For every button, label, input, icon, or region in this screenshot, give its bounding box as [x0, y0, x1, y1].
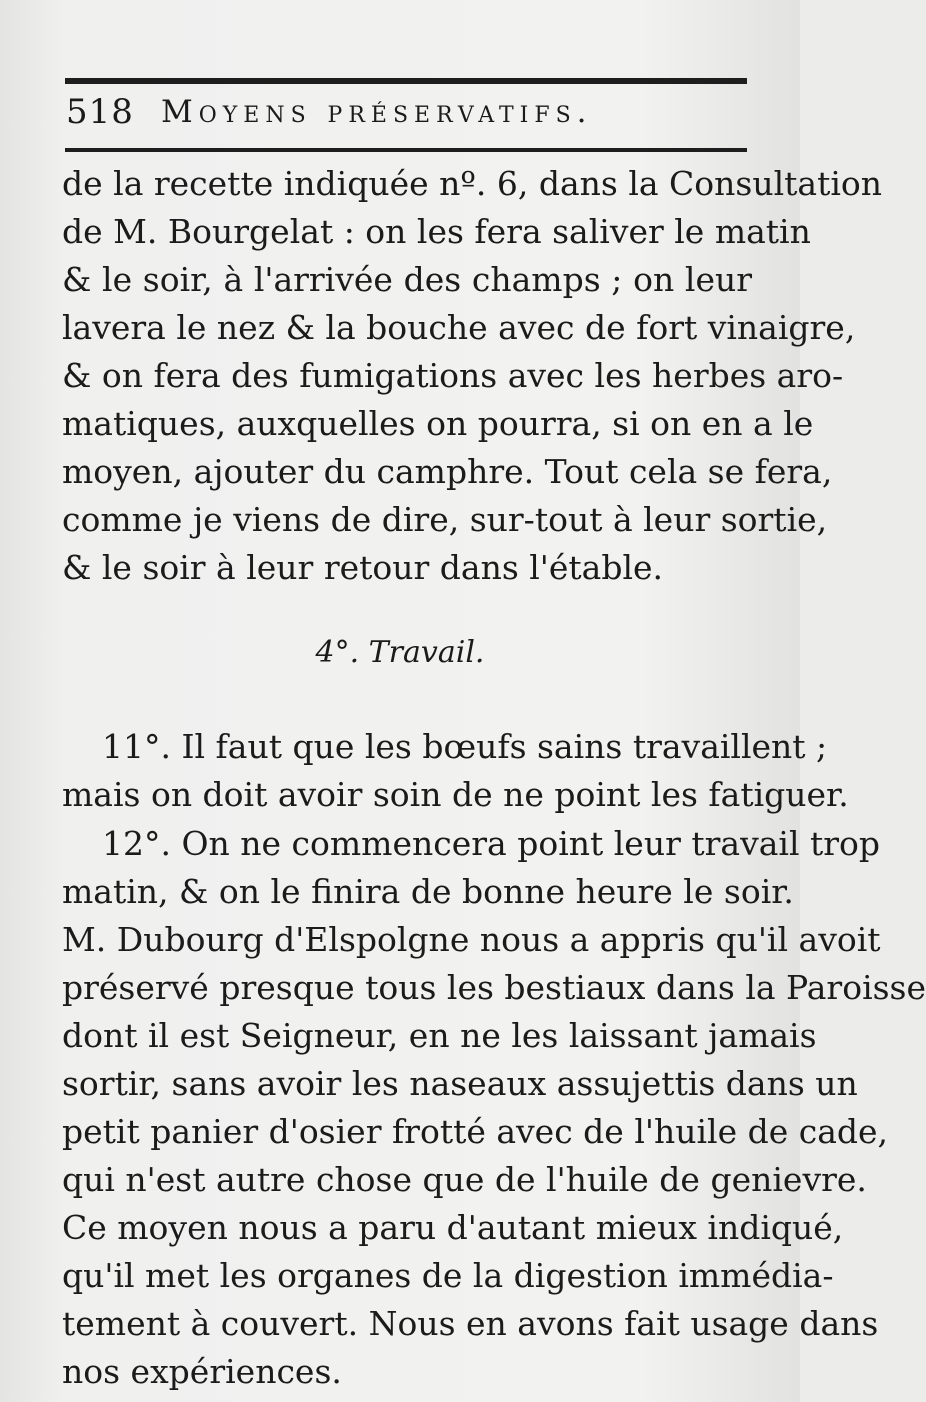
text-line: qu'il met les organes de la digestion immédia-: [62, 1256, 834, 1295]
text-line: & le soir, à l'arrivée des champs ; on leur: [62, 260, 752, 299]
text-line: 12°. On ne commencera point leur travail trop: [102, 824, 881, 863]
text-line: M. Dubourg d'Elspolgne nous a appris qu'il avoit: [62, 920, 881, 959]
text-line: sortir, sans avoir les naseaux assujettis dans un: [62, 1064, 858, 1103]
text-line: de la recette indiquée nº. 6, dans la Consultation: [62, 164, 883, 203]
page-number: 518: [66, 92, 134, 132]
paragraph-1: [62, 160, 883, 592]
text-line: 11°. Il faut que les bœufs sains travaillent ;: [102, 727, 828, 766]
header-rule-bottom: [65, 148, 747, 152]
text-line: & le soir à leur retour dans l'étable.: [62, 548, 664, 587]
text-line: petit panier d'osier frotté avec de l'huile de cade,: [62, 1112, 889, 1151]
text-line: dont il est Seigneur, en ne les laissant jamais: [62, 1016, 817, 1055]
text-line: Ce moyen nous a paru d'autant mieux indiqué,: [62, 1208, 844, 1247]
paragraph-12: [62, 820, 926, 1396]
text-line: comme je viens de dire, sur-tout à leur sortie,: [62, 500, 828, 539]
text-line: préservé presque tous les bestiaux dans la Paroisse: [62, 968, 926, 1007]
text-line: nos expériences.: [62, 1352, 342, 1391]
section-heading: 4°. Travail.: [315, 635, 485, 670]
text-line: moyen, ajouter du camphre. Tout cela se fera,: [62, 452, 833, 491]
text-line: matiques, auxquelles on pourra, si on en a le: [62, 404, 814, 443]
text-line: mais on doit avoir soin de ne point les fatiguer.: [62, 775, 849, 814]
text-line: de M. Bourgelat : on les fera saliver le matin: [62, 212, 811, 251]
text-line: matin, & on le finira de bonne heure le soir.: [62, 872, 794, 911]
running-header: [66, 88, 746, 140]
running-title: Moyens préservatifs.: [161, 94, 593, 130]
paragraph-11: [62, 723, 849, 819]
text-line: & on fera des fumigations avec les herbes aro-: [62, 356, 844, 395]
text-line: qui n'est autre chose que de l'huile de genievre.: [62, 1160, 867, 1199]
text-line: lavera le nez & la bouche avec de fort vinaigre,: [62, 308, 856, 347]
header-rule-top: [65, 78, 747, 84]
text-line: tement à couvert. Nous en avons fait usage dans: [62, 1304, 879, 1343]
